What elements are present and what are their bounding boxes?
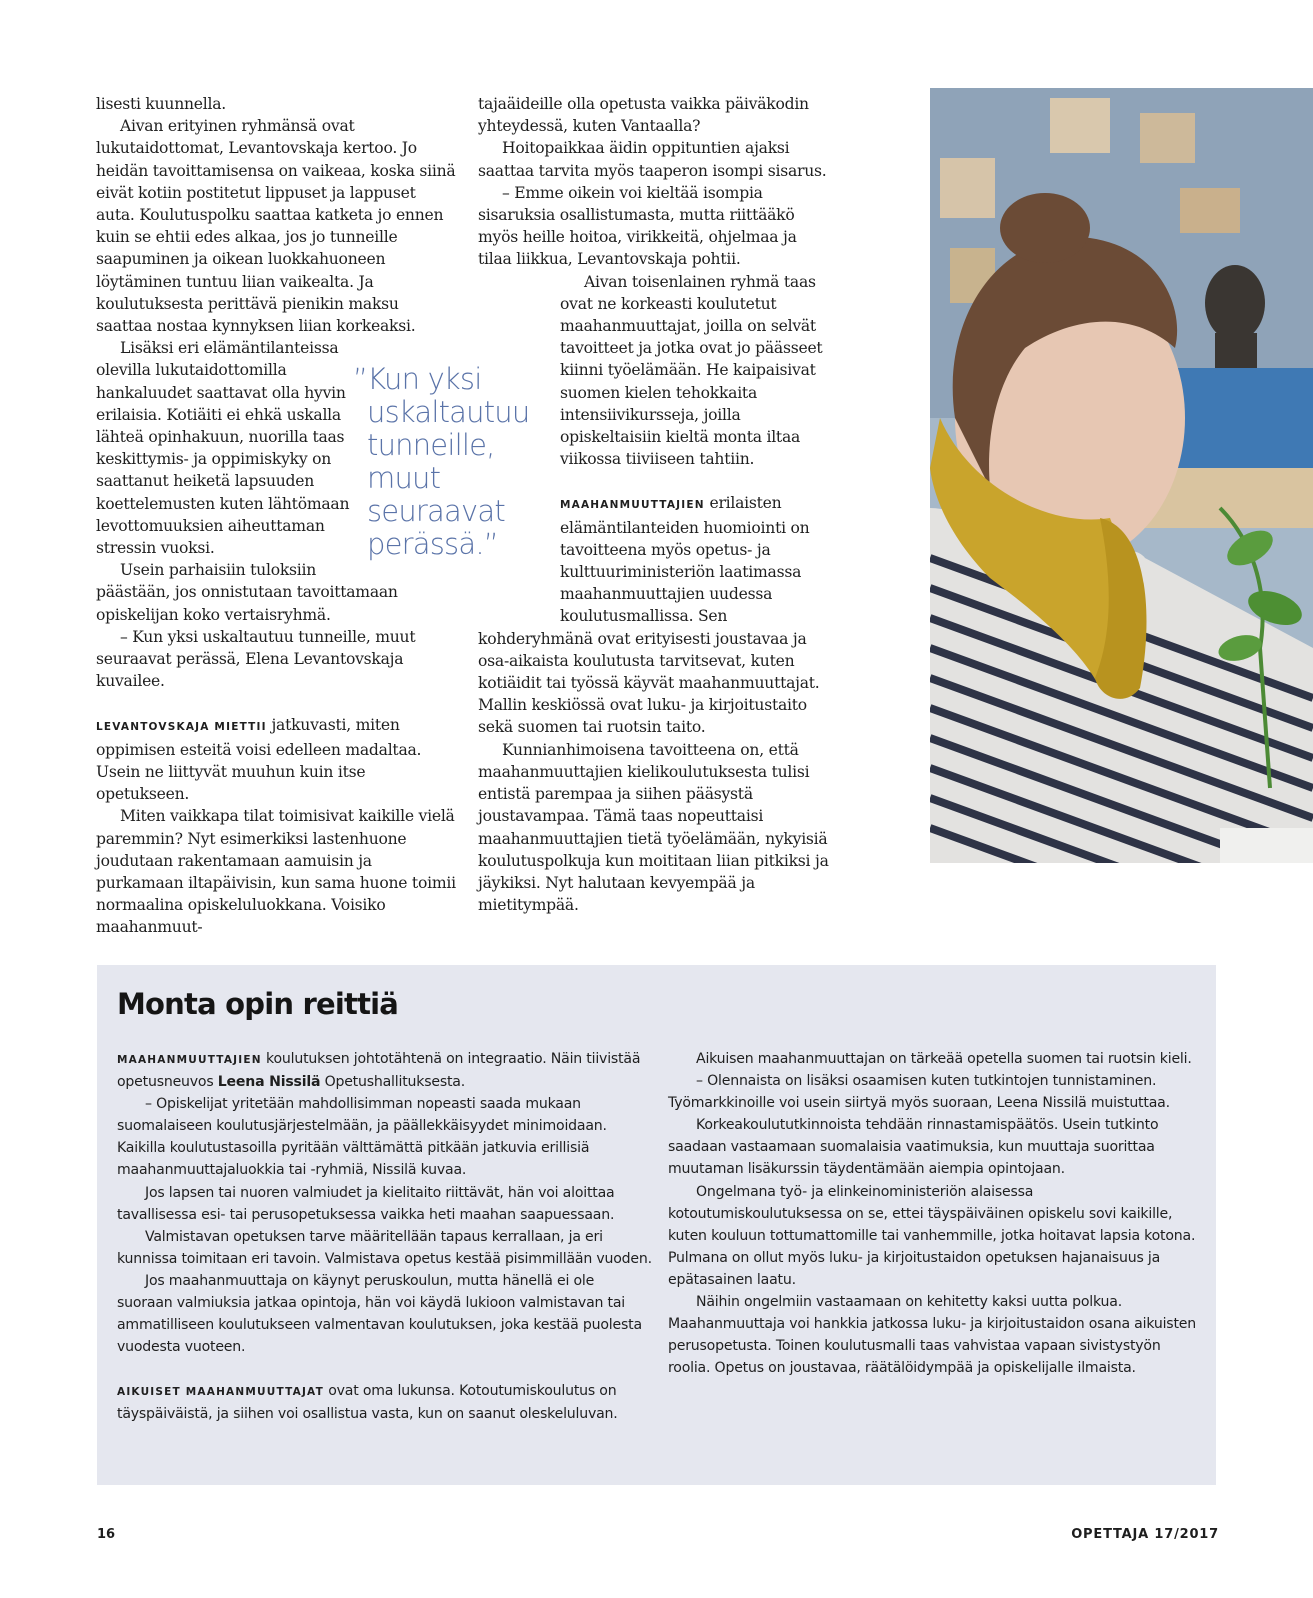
lead-in: MAAHANMUUTTAJIEN [560,499,705,512]
paragraph: – Opiskelijat yritetään mahdollisimman nopeasti saada mukaan suomalaiseen koulutusjärjestelmään, ja päällekkäisyydet minimoidaan. Kaikilla koulutustasoilla pyritään välttämättä pitkään jatkuvia erillisiä maahanmuuttajaluokkia tai -ryhmiä, Nissilä kuvaa. [117,1096,607,1179]
paragraph: Aivan erityinen ryhmänsä ovat lukutaidottomat, Levantovskaja kertoo. Jo heidän tavoittamisensa on vaikeaa, koska siinä eivät kotiin postitetut lippuset ja lappuset auta. Koulutuspolku saattaa katketa jo ennen kuin se ehtii edes alkaa, jos jo tunneille saapuminen ja oikean luokkahuoneen löytäminen tuntuu liian vaikealta. Ja koulutuksesta perittävä pienikin maksu saattaa nostaa kynnyksen liian korkeaksi. [96,117,456,336]
pull-quote: ”Kun yksi uskaltautuu tunneille, muut seuraavat perässä.” [353,362,530,561]
paragraph: Jos lapsen tai nuoren valmiudet ja kielitaito riittävät, hän voi aloittaa tavallisessa esi- tai perusopetuksessa vaikka heti maahan saapuessaan. [117,1184,615,1223]
paragraph: Aivan toisenlainen ryhmä taas ovat ne korkeasti koulutetut maahanmuuttajat, joilla on selvät tavoitteet ja jotka ovat jo päässeet kiinni työelämään. He kaipaisivat suomen kielen tehokkaita intensiivikursseja, joilla opiskeltaisiin kieltä monta iltaa viikossa tiiviiseen tahtiin. [560,272,823,469]
info-box-column-2 [668,1048,1200,1379]
paragraph: Hoitopaikkaa äidin oppituntien ajaksi saattaa tarvita myös taaperon isompi sisarus. [478,139,827,180]
lead-in: LEVANTOVSKAJA MIETTII [96,721,267,734]
paragraph: Kunnianhimoisena tavoitteena on, että maahanmuuttajien kielikoulutuksesta tulisi entistä parempaa ja siihen pääsystä joustavampaa. Tämä taas nopeuttaisi maahanmuuttajien tietä työelämään, nykyisiä koulutuspolkuja kun moititaan liian pitkiksi ja jäykiksi. Nyt halutaan kevyempää ja mietitympää. [478,740,829,915]
paragraph: Ongelmana työ- ja elinkeinoministeriön alaisessa kotoutumiskoulutuksessa on se, ettei täyspäiväinen opiskelu sovi kaikille, kuten kouluun tottumattomille tai vanhemmille, jotka hoitavat lapsia kotona. Pulmana on ollut myös luku- ja kirjoitustaidon opetuksen hajanaisuus ja epätasainen laatu. [668,1183,1196,1288]
section-paragraph: MAAHANMUUTTAJIEN erilaisten elämäntilanteiden huomiointi on tavoitteena myös opetus- ja kulttuuriministeriön laatimassa maahanmuuttajien uudessa koulutusmallissa. Sen kohderyhmänä ovat erityisesti joustavaa ja osa-aikaista koulutusta tarvitsevat, kuten kotiäidit tai työssä käyvät maahanmuuttajat. Mallin keskiössä ovat luku- ja kirjoitustaito sekä suomen tai ruotsin taito. [478,494,820,737]
paragraph: Usein parhaisiin tuloksiin päästään, jos onnistutaan tavoittamaan opiskelijan koko vertaisryhmä. [96,561,398,624]
paragraph: AIKUISET MAAHANMUUTTAJAT ovat oma lukunsa. Kotoutumiskoulutus on täyspäiväistä, ja siihen voi osallistua vasta, kun on saanut oleskeluluvan. [117,1383,618,1423]
paragraph: Miten vaikkapa tilat toimisivat kaikille vielä paremmin? Nyt esimerkiksi lastenhuone joudutaan rakentamaan aamuisin ja purkamaan iltapäivisin, kun sama huone toimii normaalina opiskeluluokkana. Voisiko maahanmuut- [96,807,456,937]
person-name: Leena Nissilä [217,1074,321,1091]
paragraph: Valmistavan opetuksen tarve määritellään tapaus kerrallaan, ja eri kunnissa toimitaan eri tavoin. Valmistava opetus kestää pisimmillään vuoden. [117,1228,652,1267]
paragraph: MAAHANMUUTTAJIEN koulutuksen johtotähtenä on integraatio. Näin tiivistää opetusneuvos Leena Nissilä Opetushallituksesta. [117,1051,641,1091]
paragraph: Aikuisen maahanmuuttajan on tärkeää opetella suomen tai ruotsin kieli. [696,1051,1192,1067]
paragraph: tajaäideille olla opetusta vaikka päiväkodin yhteydessä, kuten Vantaalla? [478,95,809,136]
paragraph: – Kun yksi uskaltautuu tunneille, muut seuraavat perässä, Elena Levantovskaja kuvailee. [96,627,416,691]
article-column-2 [478,93,830,916]
info-box-column-1 [117,1048,652,1426]
section-paragraph: LEVANTOVSKAJA MIETTII jatkuvasti, miten oppimisen esteitä voisi edelleen madaltaa. Usein ne liittyvät muuhun kuin itse opetukseen. [96,716,422,804]
info-box-title: Monta opin reittiä [117,987,399,1021]
lead-in: MAAHANMUUTTAJIEN [117,1054,262,1066]
info-box [97,965,1216,1485]
paragraph: lisesti kuunnella. [96,95,226,113]
paragraph: Jos maahanmuuttaja on käynyt peruskoulun, mutta hänellä ei ole suoraan valmiuksia jatkaa opintoja, hän voi käydä lukioon valmistavan tai ammatilliseen koulutukseen valmentavan koulutuksen, joka kestää puolesta vuodesta vuoteen. [117,1272,642,1356]
lead-in: AIKUISET MAAHANMUUTTAJAT [117,1386,324,1399]
paragraph: Korkeakoulututkinnoista tehdään rinnastamispäätös. Usein tutkinto saadaan vastaamaan suomalaisia vaatimuksia, kun muuttaja suorittaa muutaman lisäkurssin täydentämään aiempia opintojaan. [668,1117,1159,1178]
paragraph: Näihin ongelmiin vastaamaan on kehitetty kaksi uutta polkua. Maahanmuuttaja voi hankkia jatkossa luku- ja kirjoitustaidon osana aikuisten perusopetusta. Toinen koulutusmalli taas vahvistaa vapaan sivistystyön roolia. Opetus on joustavaa, räätälöidympää ja opiskelijalle ilmaista. [668,1294,1196,1377]
paragraph: – Emme oikein voi kieltää isompia sisaruksia osallistumasta, mutta riittääkö myös heille hoitoa, virikkeitä, ohjelmaa ja tilaa liikkua, Levantovskaja pohtii. [478,183,797,269]
page-number: 16 [97,1527,116,1542]
magazine-issue: OPETTAJA 17/2017 [1071,1527,1219,1542]
paragraph: Lisäksi eri elämäntilanteissa olevilla lukutaidottomilla hankaluudet saattavat olla hyvin erilaisia. Kotiäiti ei ehkä uskalla lähteä opinhakuun, nuorilla taas keskittymis- ja oppimiskyky on saattanut heiketä lapsuuden koettelemusten kuten lähtömaan levottomuuksien aiheuttaman stressin vuoksi. [96,339,350,558]
article-photo [930,88,1313,863]
photo-illustration [930,88,1313,863]
paragraph: – Olennaista on lisäksi osaamisen kuten tutkintojen tunnistaminen. Työmarkkinoille voi usein siirtyä myös suoraan, Leena Nissilä muistuttaa. [668,1073,1170,1112]
